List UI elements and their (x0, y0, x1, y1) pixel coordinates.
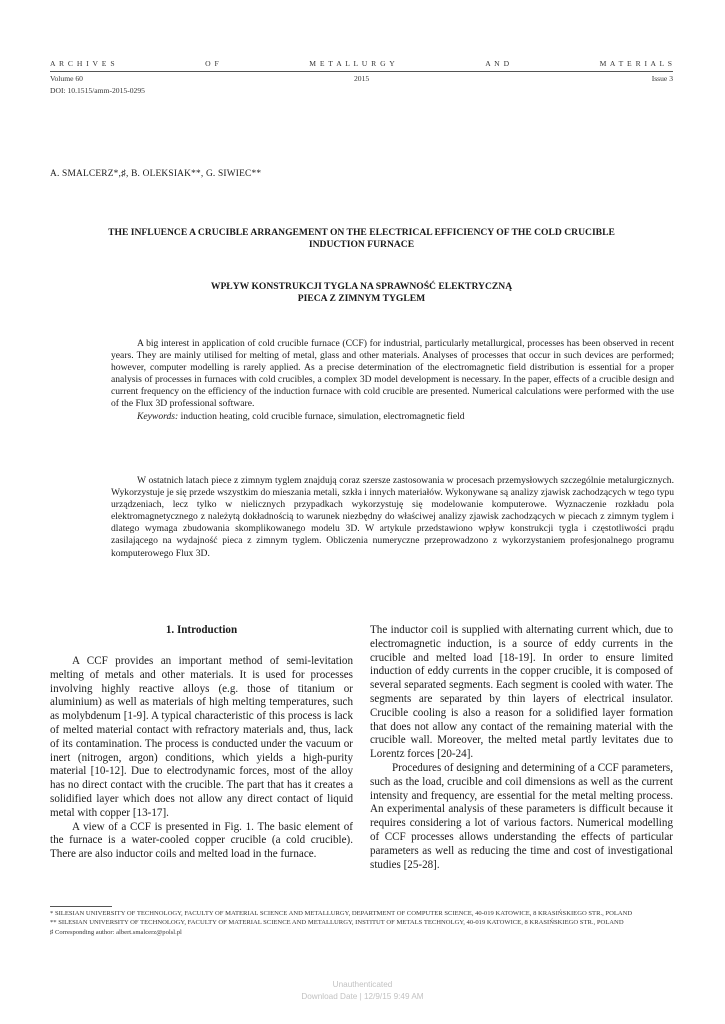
issue-label: Issue 3 (651, 74, 673, 83)
download-watermark (0, 979, 725, 1002)
authors: A. SMALCERZ*,♯, B. OLEKSIAK**, G. SIWIEC** (50, 169, 262, 179)
left-paragraph-2: A view of a CCF is presented in Fig. 1. The basic element of the furnace is a water-cooled copper crucible (a cold crucible). There are also inductor coils and melted load in the furnace. (50, 820, 353, 861)
left-paragraph-1: A CCF provides an important method of semi-levitation melting of metals and other materials. It is used for processes involving highly reactive alloys (e.g. those of titanium or aluminium) as well as materials of high melting temperatures, such as molybdenum [1-9]. A typical characteristic of this process is lack of melted material contact with refractory materials and, thus, lack of its contamination. The process is conducted under the vacuum or inert (nitrogen, argon) conditions, which yields a high-purity material [10-12]. Due to electrodynamic forces, most of the alloy has no direct contact with the crucible. The part that has it creates a solidified layer which does not allow any direct contact of liquid metal with copper [13-17]. (50, 655, 353, 819)
volume-label: Volume 60 (50, 74, 83, 83)
journal-word-and: A N D (485, 59, 511, 68)
keywords-text: induction heating, cold crucible furnace, simulation, electromagnetic field (180, 410, 465, 422)
footnote-2: ** SILESIAN UNIVERSITY OF TECHNOLOGY, FACULTY OF MATERIAL SCIENCE AND METALLURGY, INSTITUT OF METALS TECHNOLGY, 40-019 KATOWICE, 8 KRASIŃSKIEGO STR., POLAND (50, 919, 624, 927)
right-column (370, 624, 673, 872)
abstract-polish (111, 475, 674, 560)
footnotes (50, 910, 673, 938)
header-rule (50, 71, 673, 72)
abstract-polish-text: W ostatnich latach piece z zimnym tyglem znajdują coraz szersze zastosowania w procesach przemysłowych szczególnie metalurgicznych. Wykorzystuje je się przede wszystkim do mieszania metali, szkła i innych materiałów. Wykonywane są analizy zjawisk zachodzących w tego typu urządzeniach, lecz tylko w nielicznych przypadkach wykorzystuję się modelowanie komputerowe. Wyznaczenie rozkładu pola elektromagnetycznego z należytą dokładnością to warunek niezbędny do właściwej analizy zjawisk zachodzących w piecach z zimnym tyglem i dlatego wymaga zbudowania skomplikowanego modelu 3D. W artykule przedstawiono wpływ konstrukcji tygla i częstotliwości prądu zasilającego na wydajność pieca z zimnym tyglem. Obliczenia numeryczne przeprowadzono z wykorzystaniem profesjonalnego programu komputerowego Flux 3D. (111, 475, 674, 559)
abstract-english-text: A big interest in application of cold crucible furnace (CCF) for industrial, particularly metallurgical, processes has been observed in recent years. They are mainly utilised for melting of metal, glass and other materials. Analyses of processes that occur in such devices are performed; however, computer modelling is rarely applied. As a precise determination of the electromagnetic field distribution is essential for a proper analysis of processes in furnaces with cold crucibles, a complex 3D model development is necessary. In the paper, effects of a crucible design and current frequency on the efficiency of the induction furnace with cold crucible are presented. Numerical calculations were performed with the use of the Flux 3D professional software. (111, 338, 674, 410)
watermark-line-1: Unauthenticated (332, 980, 393, 989)
title-polish-line-1: WPŁYW KONSTRUKCJI TYGLA NA SPRAWNOŚĆ ELEKTRYCZNĄ (210, 281, 513, 292)
journal-word-materials: M A T E R I A L S (599, 59, 673, 68)
title-english-line-1: THE INFLUENCE A CRUCIBLE ARRANGEMENT ON THE ELECTRICAL EFFICIENCY OF THE COLD CRUCIBLE (108, 227, 615, 238)
journal-word-of: O F (205, 59, 220, 68)
keywords (111, 411, 674, 423)
title-english (60, 227, 663, 251)
watermark-line-2: Download Date | 12/9/15 9:49 AM (301, 991, 424, 1001)
footnote-rule (50, 906, 112, 907)
abstract-english (111, 338, 674, 423)
right-paragraph-1: The inductor coil is supplied with alternating current which, due to electromagnetic induction, is a source of eddy currents in the crucible and melted load [18-19]. In order to ensure limited induction of eddy currents in the copper crucible, it is composed of several separated segments. Each segment is cooled with water. The segments are separated by thin layers of electrical insulator. Crucible cooling is also a reason for a solidified layer formation that does not allow any contact of the remaining material with the crucible wall. Moreover, the melted metal partly levitates due to Lorentz forces [20-24]. (370, 624, 673, 761)
section-heading-introduction: 1. Introduction (165, 624, 238, 636)
title-polish-line-2: PIECA Z ZIMNYM TYGLEM (297, 293, 426, 304)
footnote-3: ♯ Corresponding author: albert.smalcerz@polsl.pl (50, 928, 182, 936)
journal-word-metallurgy: M E T A L L U R G Y (309, 59, 396, 68)
keywords-label: Keywords: (137, 410, 179, 422)
left-column (50, 655, 353, 862)
doi-label: DOI: 10.1515/amm-2015-0295 (50, 86, 145, 95)
right-paragraph-2: Procedures of designing and determining of a CCF parameters, such as the load, crucible and coil dimensions as well as the current intensity and frequency, are essential for the metal melting process. An experimental analysis of these parameters is difficult because it requires considering a lot of various factors. Numerical modelling of CCF processes allows understanding the effects of particular parameters as well as reducing the time and cost of investigational studies [25-28]. (370, 761, 673, 871)
title-polish (60, 281, 663, 305)
title-english-line-2: INDUCTION FURNACE (308, 239, 415, 250)
year-label: 2015 (354, 74, 370, 83)
journal-name (50, 59, 673, 68)
journal-word-archives: A R C H I V E S (50, 59, 116, 68)
footnote-1: * SILESIAN UNIVERSITY OF TECHNOLOGY, FACULTY OF MATERIAL SCIENCE AND METALLURGY, DEPARTMENT OF COMPUTER SCIENCE, 40-019 KATOWICE, 8 KRASIŃSKIEGO STR., POLAND (50, 910, 633, 917)
